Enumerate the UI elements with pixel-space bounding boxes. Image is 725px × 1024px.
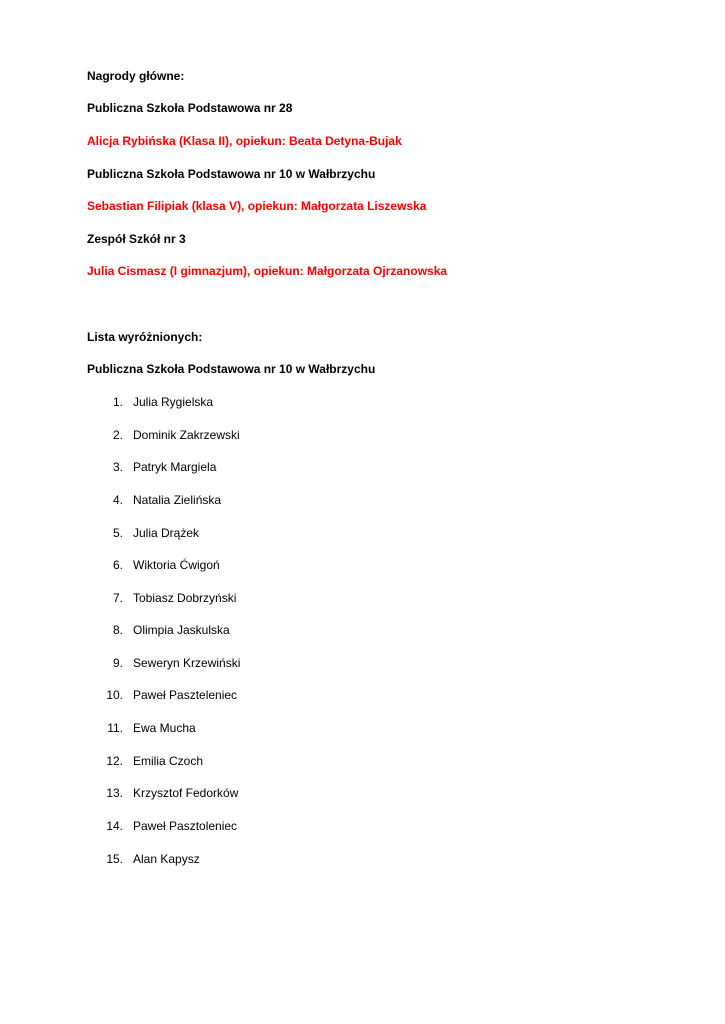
main-prizes-heading: Nagrody główne: bbox=[87, 69, 185, 83]
list-name: Olimpia Jaskulska bbox=[133, 623, 230, 637]
list-number: 7. bbox=[112, 591, 123, 605]
list-number: 4. bbox=[112, 493, 123, 507]
list-number: 5. bbox=[112, 526, 123, 540]
honorable-mentions-heading: Lista wyróżnionych: bbox=[87, 330, 203, 344]
list-name: Natalia Zielińska bbox=[133, 493, 222, 507]
list-number: 1. bbox=[112, 395, 123, 409]
list-number: 12. bbox=[106, 754, 123, 768]
list-number: 11. bbox=[107, 721, 123, 735]
school-name: Zespół Szkół nr 3 bbox=[87, 232, 186, 246]
list-number: 8. bbox=[112, 623, 123, 637]
list-number: 15. bbox=[106, 852, 123, 866]
list-name: Tobiasz Dobrzyński bbox=[133, 591, 237, 605]
winner-line: Alicja Rybińska (Klasa II), opiekun: Beata Detyna-Bujak bbox=[87, 134, 402, 148]
list-name: Dominik Zakrzewski bbox=[133, 428, 240, 442]
honorable-mentions-school: Publiczna Szkoła Podstawowa nr 10 w Wałbrzychu bbox=[87, 362, 376, 376]
winner-line: Sebastian Filipiak (klasa V), opiekun: Małgorzata Liszewska bbox=[87, 199, 427, 213]
list-name: Paweł Paszteleniec bbox=[133, 688, 238, 702]
list-name: Alan Kapysz bbox=[133, 852, 200, 866]
list-number: 14. bbox=[106, 819, 123, 833]
winner-line: Julia Cismasz (I gimnazjum), opiekun: Małgorzata Ojrzanowska bbox=[87, 264, 448, 278]
list-number: 13. bbox=[106, 786, 123, 800]
list-name: Krzysztof Fedorków bbox=[133, 786, 239, 800]
list-number: 6. bbox=[112, 558, 123, 572]
list-name: Seweryn Krzewiński bbox=[133, 656, 241, 670]
list-number: 10. bbox=[106, 688, 123, 702]
list-number: 9. bbox=[112, 656, 123, 670]
school-name: Publiczna Szkoła Podstawowa nr 28 bbox=[87, 101, 293, 115]
list-name: Emilia Czoch bbox=[133, 754, 204, 768]
list-name: Julia Drążek bbox=[133, 526, 200, 540]
list-name: Ewa Mucha bbox=[133, 721, 196, 735]
list-number: 2. bbox=[112, 428, 123, 442]
list-name: Wiktoria Ćwigoń bbox=[133, 558, 220, 572]
list-name: Julia Rygielska bbox=[133, 395, 214, 409]
list-name: Paweł Pasztoleniec bbox=[133, 819, 238, 833]
school-name: Publiczna Szkoła Podstawowa nr 10 w Wałbrzychu bbox=[87, 167, 376, 181]
list-number: 3. bbox=[112, 460, 123, 474]
list-name: Patryk Margiela bbox=[133, 460, 217, 474]
